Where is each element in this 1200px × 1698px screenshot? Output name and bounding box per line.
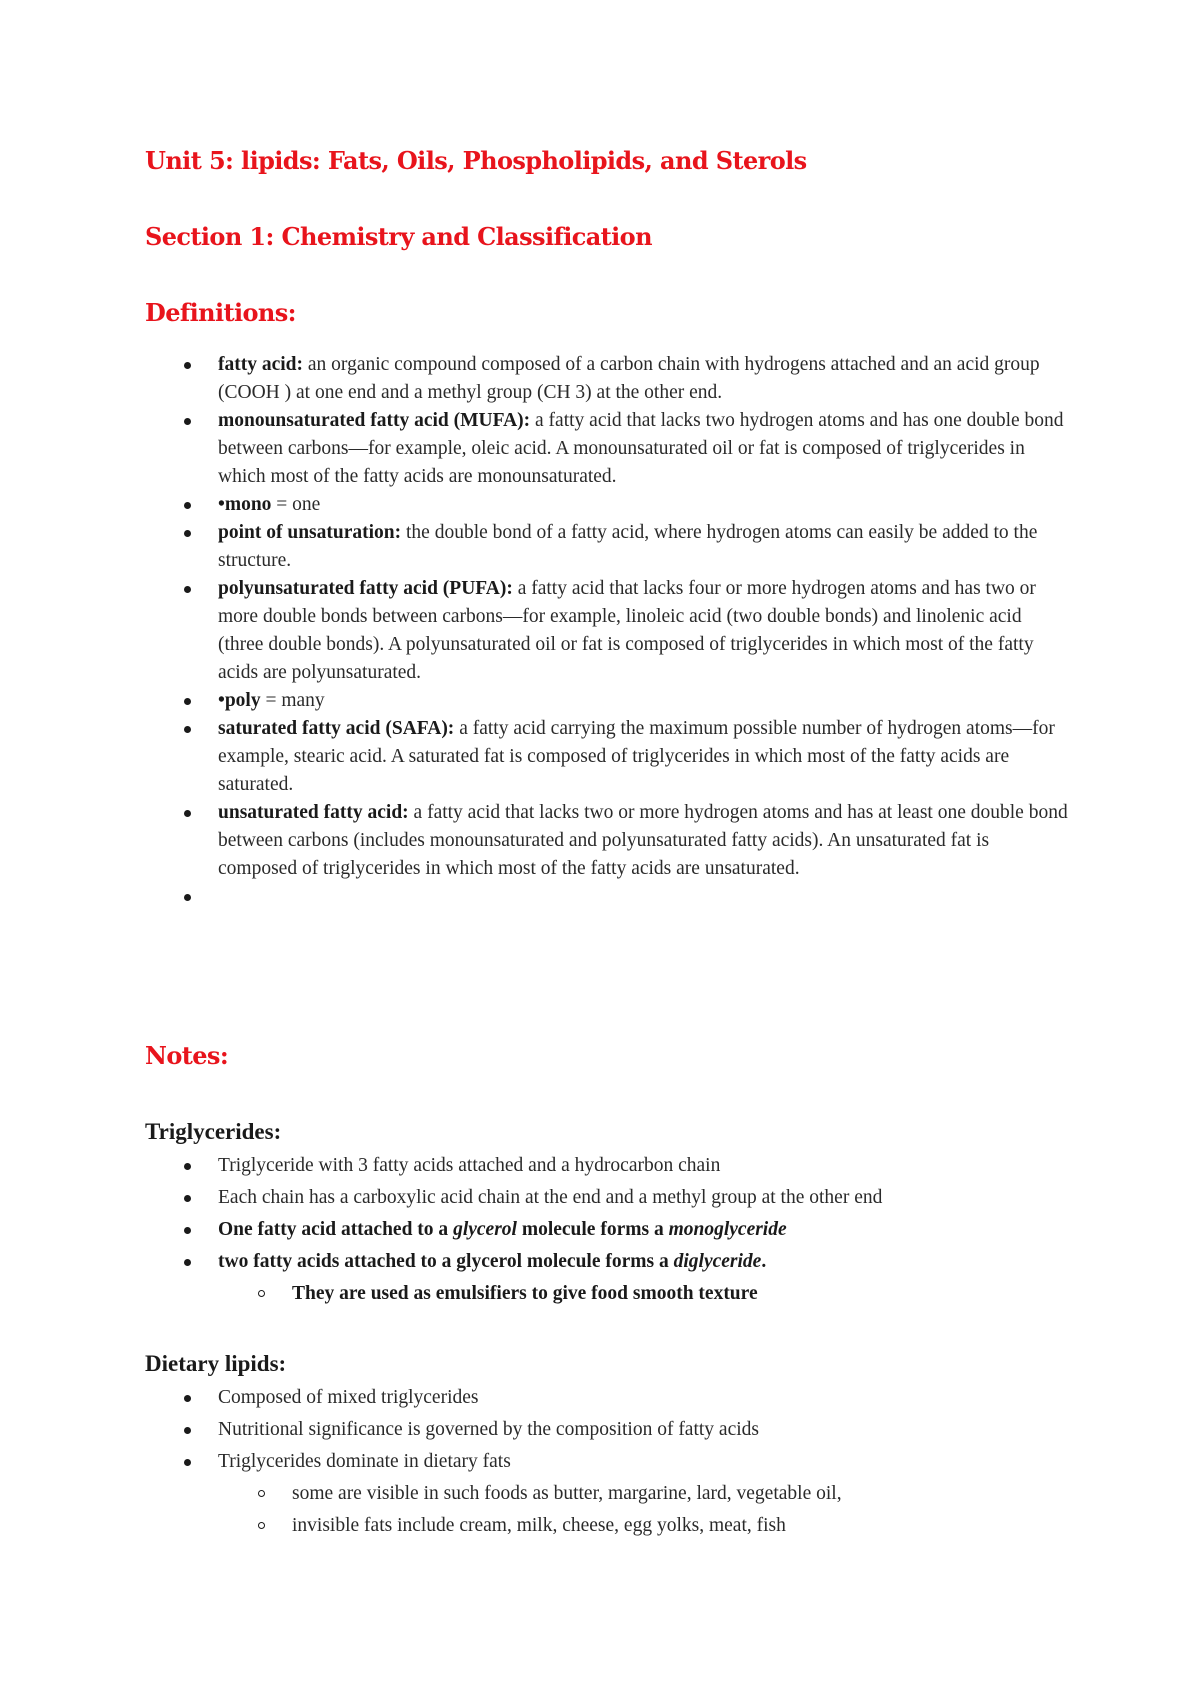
- unit-title: Unit 5: lipids: Fats, Oils, Phospholipids, and Sterols: [145, 146, 807, 175]
- bullet-icon: [184, 1195, 191, 1202]
- bullet-icon: [184, 362, 191, 369]
- triglycerides-heading: Triglycerides:: [145, 1119, 282, 1144]
- bullet-icon: [184, 698, 191, 705]
- dietary-lipids-heading: Dietary lipids:: [145, 1351, 287, 1376]
- bullet-icon: [184, 894, 191, 901]
- triglycerides-list: [218, 1150, 1098, 1310]
- sub-list-item: some are visible in such foods as butter, margarine, lard, vegetable oil,: [218, 1478, 1098, 1510]
- list-item: two fatty acids attached to a glycerol molecule forms a diglyceride.: [218, 1246, 1098, 1278]
- bullet-icon: [184, 502, 191, 509]
- definition-item: saturated fatty acid (SAFA): a fatty acid carrying the maximum possible number of hydrogen atoms—for example, stearic acid. A saturated fat is composed of triglycerides in which most of the fatty acids are saturated.: [218, 715, 1068, 799]
- definition-item: •mono = one: [218, 491, 1068, 519]
- circle-bullet-icon: [258, 1290, 265, 1297]
- bullet-icon: [184, 1459, 191, 1466]
- sub-list-item: invisible fats include cream, milk, cheese, egg yolks, meat, fish: [218, 1510, 1098, 1542]
- list-item: Triglyceride with 3 fatty acids attached and a hydrocarbon chain: [218, 1150, 1098, 1182]
- list-item: Nutritional significance is governed by the composition of fatty acids: [218, 1414, 1098, 1446]
- notes-heading: Notes:: [145, 1041, 229, 1070]
- list-item: Composed of mixed triglycerides: [218, 1382, 1098, 1414]
- bullet-icon: [184, 810, 191, 817]
- definition-item: polyunsaturated fatty acid (PUFA): a fatty acid that lacks four or more hydrogen atoms and has two or more double bonds between carbons—for example, linoleic acid (two double bonds) and linolenic acid (three double bonds). A polyunsaturated oil or fat is composed of triglycerides in which most of the fatty acids are polyunsaturated.: [218, 575, 1068, 687]
- definition-item-empty: [218, 883, 1068, 911]
- bullet-icon: [184, 586, 191, 593]
- bullet-icon: [184, 1259, 191, 1266]
- section-title: Section 1: Chemistry and Classification: [145, 222, 652, 251]
- definition-item: point of unsaturation: the double bond of a fatty acid, where hydrogen atoms can easily be added to the structure.: [218, 519, 1068, 575]
- definition-item: fatty acid: an organic compound composed of a carbon chain with hydrogens attached and an acid group (COOH ) at one end and a methyl group (CH 3) at the other end.: [218, 351, 1068, 407]
- sub-list-item: They are used as emulsifiers to give food smooth texture: [218, 1278, 1098, 1310]
- definition-item: monounsaturated fatty acid (MUFA): a fatty acid that lacks two hydrogen atoms and has one double bond between carbons—for example, oleic acid. A monounsaturated oil or fat is composed of triglycerides in which most of the fatty acids are monounsaturated.: [218, 407, 1068, 491]
- bullet-icon: [184, 418, 191, 425]
- list-item: Triglycerides dominate in dietary fats: [218, 1446, 1098, 1478]
- bullet-icon: [184, 1427, 191, 1434]
- bullet-icon: [184, 1227, 191, 1234]
- bullet-icon: [184, 726, 191, 733]
- bullet-icon: [184, 530, 191, 537]
- definitions-heading: Definitions:: [145, 298, 296, 327]
- definitions-list: [218, 351, 1068, 911]
- bullet-icon: [184, 1163, 191, 1170]
- circle-bullet-icon: [258, 1522, 265, 1529]
- bullet-icon: [184, 1395, 191, 1402]
- list-item: Each chain has a carboxylic acid chain at the end and a methyl group at the other end: [218, 1182, 1098, 1214]
- definition-item: unsaturated fatty acid: a fatty acid that lacks two or more hydrogen atoms and has at least one double bond between carbons (includes monounsaturated and polyunsaturated fatty acids). An unsaturated fat is composed of triglycerides in which most of the fatty acids are unsaturated.: [218, 799, 1068, 883]
- circle-bullet-icon: [258, 1490, 265, 1497]
- dietary-lipids-list: [218, 1382, 1098, 1542]
- list-item: One fatty acid attached to a glycerol molecule forms a monoglyceride: [218, 1214, 1098, 1246]
- definition-item: •poly = many: [218, 687, 1068, 715]
